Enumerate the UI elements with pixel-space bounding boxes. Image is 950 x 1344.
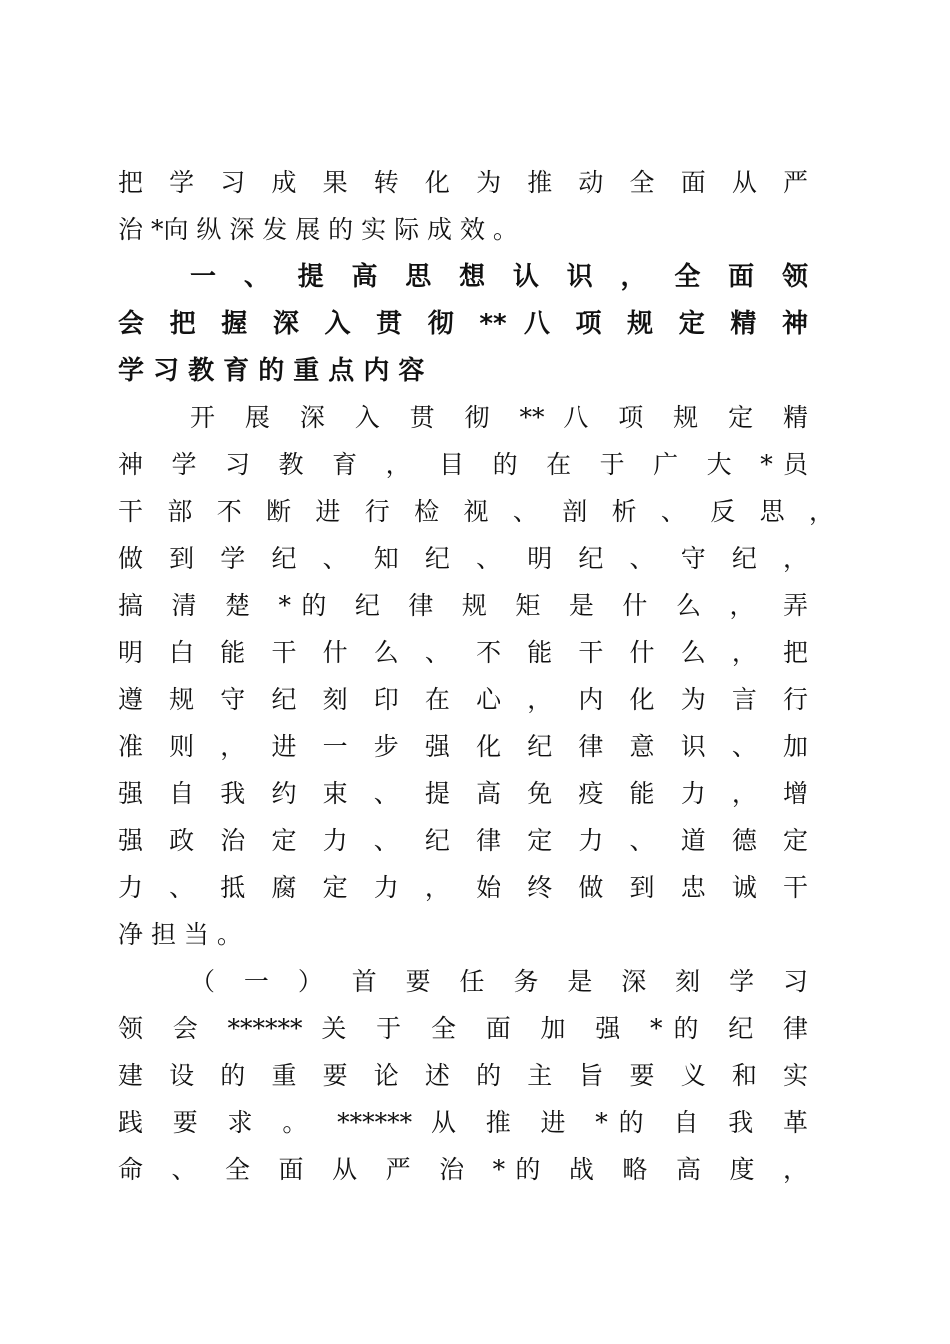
body-text-line: 命 、 全 面 从 严 治 *的 战 略 高 度 ， <box>118 1155 808 1184</box>
body-text-line: 领 会 ****** 关 于 全 面 加 强 *的 纪 律 <box>118 1014 808 1043</box>
section-heading-line: 一 、 提 高 思 想 认 识 ， 全 面 领 <box>190 262 808 292</box>
body-text-line: 准 则 ， 进 一 步 强 化 纪 律 意 识 、 加 <box>118 732 808 761</box>
subsection-heading-line: （ 一 ） 首 要 任 务 是 深 刻 学 习 <box>190 967 808 996</box>
body-text-line: 遵 规 守 纪 刻 印 在 心 ， 内 化 为 言 行 <box>118 685 808 714</box>
body-text-line: 践 要 求 。 ****** 从 推 进 *的 自 我 革 <box>118 1108 808 1137</box>
body-text-line: 强 政 治 定 力 、 纪 律 定 力 、 道 德 定 <box>118 826 808 855</box>
section-heading-line: 学 习 教 育 的 重 点 内 容 <box>118 356 425 386</box>
body-text-line: 开 展 深 入 贯 彻 ** 八 项 规 定 精 <box>190 403 808 432</box>
body-text-line: 治 *向 纵 深 发 展 的 实 际 成 效 。 <box>118 215 518 244</box>
body-text-line: 把 学 习 成 果 转 化 为 推 动 全 面 从 严 <box>118 168 808 197</box>
body-text-line: 建 设 的 重 要 论 述 的 主 旨 要 义 和 实 <box>118 1061 808 1090</box>
body-text-line: 力 、 抵 腐 定 力 ， 始 终 做 到 忠 诚 干 <box>118 873 808 902</box>
body-text-line: 干 部 不 断 进 行 检 视 、 剖 析 、 反 思 ， <box>118 497 834 526</box>
body-text-line: 明 白 能 干 什 么 、 不 能 干 什 么 ， 把 <box>118 638 808 667</box>
body-text-line: 搞 清 楚 *的 纪 律 规 矩 是 什 么 ， 弄 <box>118 591 808 620</box>
section-heading-line: 会 把 握 深 入 贯 彻 ** 八 项 规 定 精 神 <box>118 309 808 339</box>
body-text-line: 强 自 我 约 束 、 提 高 免 疫 能 力 ， 增 <box>118 779 808 808</box>
body-text-line: 做 到 学 纪 、 知 纪 、 明 纪 、 守 纪 ， <box>118 544 808 573</box>
body-text-line: 净 担 当 。 <box>118 920 242 949</box>
body-text-line: 神 学 习 教 育 ， 目 的 在 于 广 大 *员 <box>118 450 808 479</box>
